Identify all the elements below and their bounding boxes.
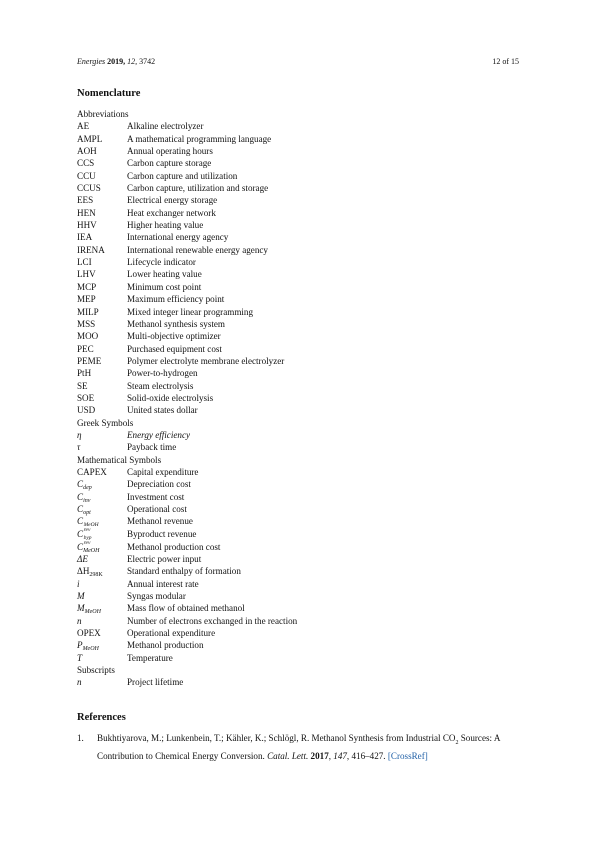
math-row <box>77 627 527 639</box>
definition: Purchased equipment cost <box>127 343 222 354</box>
definition: Depreciation cost <box>127 479 191 490</box>
nomenclature-title: Nomenclature <box>77 88 141 99</box>
nomenclature-row <box>77 330 527 342</box>
definition: Electric power input <box>127 553 202 564</box>
category-math: Mathematical Symbols <box>77 454 162 465</box>
nomenclature-row <box>77 367 527 379</box>
nomenclature-row <box>77 380 527 392</box>
definition: Lower heating value <box>127 269 202 280</box>
nomenclature-row <box>77 306 527 318</box>
abbreviation-rows <box>77 120 527 416</box>
definition: Standard enthalpy of formation <box>127 566 241 577</box>
journal-year: 2019, <box>107 57 126 66</box>
symbol: SOE <box>77 392 95 403</box>
definition: Mixed integer linear programming <box>127 306 254 317</box>
journal-name: Energies <box>77 57 106 66</box>
symbol: AMPL <box>77 133 103 144</box>
nomenclature-row <box>77 194 527 206</box>
symbol: AOH <box>77 146 97 157</box>
symbol: n <box>77 615 82 626</box>
definition: Methanol synthesis system <box>127 318 226 329</box>
definition: Investment cost <box>127 491 185 502</box>
nomenclature-row <box>77 429 527 441</box>
symbol: ΔE <box>77 553 88 564</box>
symbol: MEP <box>77 294 96 305</box>
article-number: 3742 <box>139 57 156 66</box>
definition: Temperature <box>127 652 173 663</box>
nomenclature-row <box>77 244 527 256</box>
references-title: References <box>77 712 126 723</box>
definition: Lifecycle indicator <box>127 257 196 268</box>
reference-year: 2017 <box>310 750 329 761</box>
symbol: CCU <box>77 170 96 181</box>
math-row <box>77 602 527 614</box>
definition: Project lifetime <box>127 677 184 688</box>
definition: Minimum cost point <box>127 281 202 292</box>
definition: Polymer electrolyte membrane electrolyzer <box>127 355 285 366</box>
nomenclature-row <box>77 133 527 145</box>
math-row <box>77 503 527 515</box>
nomenclature-row <box>77 120 527 132</box>
symbol: CCS <box>77 158 95 169</box>
nomenclature-row <box>77 145 527 157</box>
math-row <box>77 478 527 490</box>
math-row <box>77 652 527 664</box>
symbol: MSS <box>77 318 96 329</box>
crossref-link[interactable]: [CrossRef] <box>387 750 428 761</box>
category-greek: Greek Symbols <box>77 417 134 428</box>
symbol: C MeOH rev <box>77 516 99 534</box>
symbol: PtH <box>77 368 92 379</box>
symbol: LCI <box>77 257 92 268</box>
definition: Methanol revenue <box>127 516 193 527</box>
symbol: EES <box>77 195 94 206</box>
reference-number: 1. <box>77 733 84 743</box>
definition: Methanol production <box>127 640 204 651</box>
symbol: $C_{inv}$ <box>77 491 91 504</box>
definition: United states dollar <box>127 405 198 416</box>
definition: Number of electrons exchanged in the reaction <box>127 615 298 626</box>
math-row <box>77 565 527 577</box>
nomenclature-row <box>77 441 527 453</box>
definition: Operational expenditure <box>127 627 216 638</box>
definition: Mass flow of obtained methanol <box>127 603 245 614</box>
nomenclature-row <box>77 157 527 169</box>
math-row <box>77 639 527 651</box>
symbol: USD <box>77 405 96 416</box>
definition: Energy efficiency <box>127 429 191 440</box>
definition: Power-to-hydrogen <box>127 368 198 379</box>
definition: International energy agency <box>127 232 229 243</box>
definition: Syngas modular <box>127 590 186 601</box>
symbol: n <box>77 677 82 688</box>
math-row <box>77 553 527 565</box>
nomenclature-row <box>77 207 527 219</box>
page-number: 12 of 15 <box>492 57 519 66</box>
symbol: $C_{MeOH}$ <box>77 541 100 554</box>
reference-text: Bukhtiyarova, M.; Lunkenbein, T.; Kähler, K.; Schlögl, R. Methanol Synthesis from Industrial $CO_2$ Sources: A Contribution to Chemical Energy Conversion. Catal. Lett. 2017, 147, 416–427. [CrossRef] <box>97 733 500 761</box>
nomenclature-row <box>77 676 527 688</box>
symbol: $C_{dep}$ <box>77 479 92 492</box>
greek-rows <box>77 429 527 454</box>
symbol: τ <box>77 442 81 453</box>
symbol: T <box>77 652 83 663</box>
nomenclature-row <box>77 170 527 182</box>
reference-item <box>77 732 521 763</box>
math-row <box>77 528 527 546</box>
subscript-rows <box>77 676 527 688</box>
definition: Alkaline electrolyzer <box>127 121 204 132</box>
definition: Maximum efficiency point <box>127 294 225 305</box>
definition: Payback time <box>127 442 177 453</box>
symbol: SE <box>77 380 88 391</box>
definition: International renewable energy agency <box>127 244 268 255</box>
journal-volume: 12, <box>127 57 138 66</box>
category-subscripts: Subscripts <box>77 664 115 675</box>
symbol: PEME <box>77 355 102 366</box>
definition: Operational cost <box>127 504 187 514</box>
symbol: MOO <box>77 331 99 342</box>
math-row <box>77 541 527 553</box>
nomenclature-list <box>77 108 527 689</box>
nomenclature-row <box>77 318 527 330</box>
symbol: MCP <box>77 281 97 292</box>
symbol: $\Delta H_{298K}$ <box>77 566 103 579</box>
symbol: MILP <box>77 306 99 317</box>
definition: Higher heating value <box>127 220 204 231</box>
definition: Electrical energy storage <box>127 195 218 206</box>
nomenclature-row <box>77 293 527 305</box>
symbol: i <box>77 578 80 589</box>
nomenclature-row <box>77 219 527 231</box>
page-header <box>77 57 519 66</box>
nomenclature-row <box>77 182 527 194</box>
nomenclature-row <box>77 392 527 404</box>
symbol: LHV <box>77 269 96 280</box>
definition: Capital expenditure <box>127 466 199 477</box>
symbol: IEA <box>77 232 93 243</box>
nomenclature-row <box>77 355 527 367</box>
definition: Methanol production cost <box>127 541 221 552</box>
symbol: $M_{MeOH}$ <box>77 603 101 616</box>
math-row <box>77 578 527 590</box>
definition: Solid-oxide electrolysis <box>127 392 214 403</box>
symbol: OPEX <box>77 627 101 638</box>
nomenclature-row <box>77 404 527 416</box>
symbol: PEC <box>77 343 94 354</box>
journal-citation <box>77 57 155 66</box>
symbol: HHV <box>77 220 97 231</box>
symbol: $C_{opt}$ <box>77 504 91 516</box>
definition: Steam electrolysis <box>127 380 194 391</box>
symbol: AE <box>77 121 90 132</box>
nomenclature-row <box>77 268 527 280</box>
definition: Carbon capture, utilization and storage <box>127 183 269 194</box>
definition: Annual interest rate <box>127 578 199 589</box>
definition: Annual operating hours <box>127 146 213 157</box>
symbol: M <box>77 590 85 601</box>
nomenclature-row <box>77 231 527 243</box>
math-row <box>77 491 527 503</box>
symbol: $P_{MeOH}$ <box>77 640 99 653</box>
symbol: C byp rev <box>77 528 92 546</box>
definition: Multi-objective optimizer <box>127 331 221 342</box>
reference-journal: Catal. Lett. <box>267 750 309 761</box>
symbol: CAPEX <box>77 466 107 477</box>
definition: A mathematical programming language <box>127 133 272 144</box>
symbol: CCUS <box>77 183 101 194</box>
symbol: IRENA <box>77 244 105 255</box>
symbol: HEN <box>77 207 96 218</box>
symbol: η <box>77 429 82 440</box>
category-abbreviations: Abbreviations <box>77 109 129 119</box>
math-row <box>77 466 527 478</box>
definition: Heat exchanger network <box>127 207 216 218</box>
nomenclature-row <box>77 281 527 293</box>
definition: Carbon capture and utilization <box>127 170 238 181</box>
nomenclature-row <box>77 343 527 355</box>
definition: Carbon capture storage <box>127 158 212 169</box>
nomenclature-row <box>77 256 527 268</box>
math-row <box>77 590 527 602</box>
definition: Byproduct revenue <box>127 528 197 539</box>
reference-volume: 147 <box>333 750 347 761</box>
math-row <box>77 615 527 627</box>
